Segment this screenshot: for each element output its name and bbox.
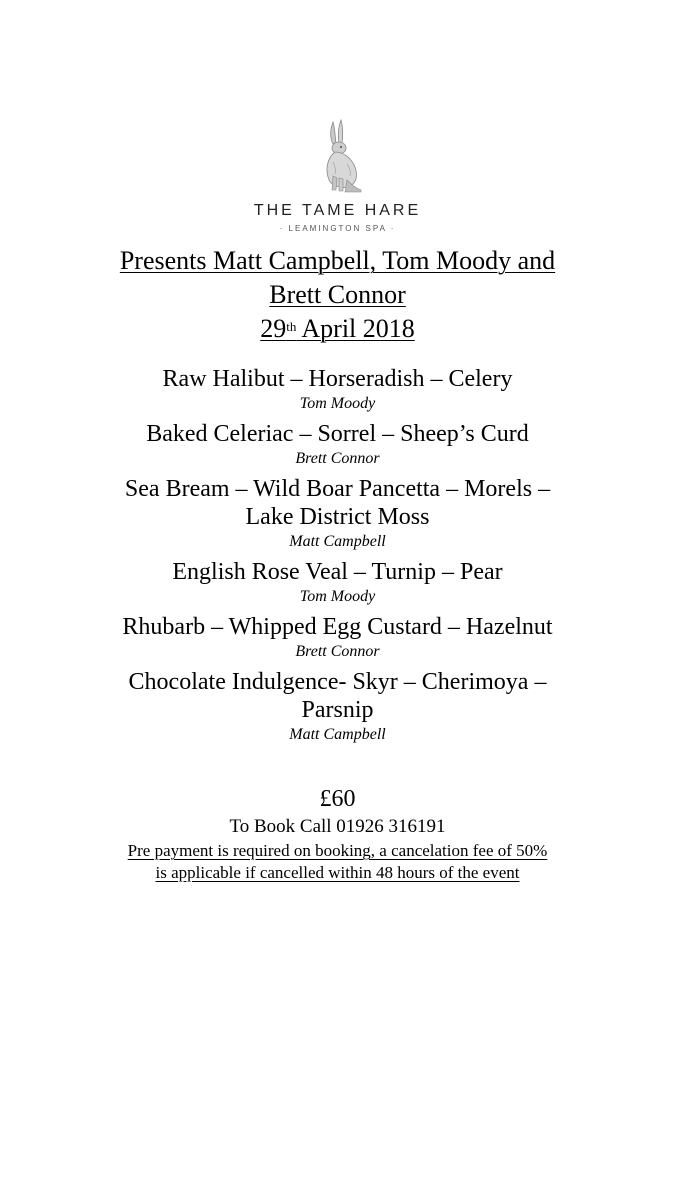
date-suffix: th [286, 319, 297, 334]
chef-name: Tom Moody [299, 395, 376, 412]
menu-course [40, 558, 635, 608]
terms-line-2: is applicable if cancelled within 48 hours of the event [155, 863, 520, 882]
chef-name: Matt Campbell [289, 533, 386, 550]
headline [40, 244, 635, 346]
event-date [40, 312, 635, 346]
dish-name: Baked Celeriac – Sorrel – Sheep’s Curd [146, 421, 529, 447]
dish-name: Raw Halibut – Horseradish – Celery [162, 366, 513, 392]
date-month-year: April 2018 [296, 314, 415, 343]
menu-course [40, 613, 635, 663]
dish-name-continued: Parsnip [301, 697, 374, 723]
menu-course [40, 420, 635, 470]
chef-name: Matt Campbell [289, 726, 386, 743]
headline-line-2: Brett Connor [269, 280, 406, 309]
menu-list [40, 365, 635, 751]
menu-course [40, 475, 635, 553]
footer [40, 784, 635, 884]
dish-name: English Rose Veal – Turnip – Pear [172, 559, 503, 585]
brand-location: · LEAMINGTON SPA · [279, 224, 396, 233]
date-day: 29 [260, 314, 287, 343]
brand-name: THE TAME HARE [253, 202, 422, 219]
booking-phone: To Book Call 01926 316191 [229, 816, 446, 837]
chef-name: Tom Moody [299, 588, 376, 605]
menu-course [40, 668, 635, 746]
price: £60 [319, 786, 356, 812]
hare-icon [303, 118, 373, 196]
dish-name: Sea Bream – Wild Boar Pancetta – Morels – [124, 476, 551, 502]
terms-line-1: Pre payment is required on booking, a cancelation fee of 50% [127, 841, 548, 860]
dish-name: Rhubarb – Whipped Egg Custard – Hazelnut [122, 614, 553, 640]
dish-name-continued: Lake District Moss [245, 504, 430, 530]
logo [0, 118, 675, 233]
headline-line-1: Presents Matt Campbell, Tom Moody and [119, 246, 556, 275]
booking-terms [40, 840, 635, 884]
menu-course [40, 365, 635, 415]
chef-name: Brett Connor [295, 450, 380, 467]
dish-name: Chocolate Indulgence- Skyr – Cherimoya – [128, 669, 547, 695]
chef-name: Brett Connor [295, 643, 380, 660]
